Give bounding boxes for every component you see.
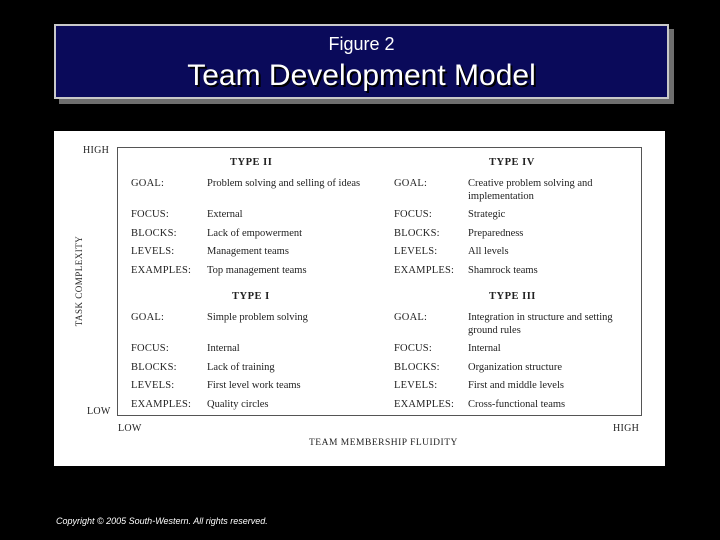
row-value: Top management teams: [207, 265, 307, 276]
row-key: LEVELS:: [394, 380, 438, 391]
row-value: Lack of training: [207, 362, 275, 373]
row-value: All levels: [468, 246, 509, 257]
row-key: BLOCKS:: [394, 362, 440, 373]
row-value: First and middle levels: [468, 380, 564, 391]
row-value: Quality circles: [207, 399, 269, 410]
y-axis-low-label: LOW: [87, 406, 111, 417]
figure-label: Figure 2: [328, 34, 395, 54]
row-value: Lack of empowerment: [207, 228, 303, 239]
row-value: Integration in structure and setting ground rules: [468, 312, 613, 336]
row-key: BLOCKS:: [131, 362, 177, 373]
x-axis-high-label: HIGH: [613, 423, 640, 434]
row-key: BLOCKS:: [131, 228, 177, 239]
row-key: FOCUS:: [394, 343, 432, 354]
row-key: LEVELS:: [131, 380, 175, 391]
title-banner: [54, 24, 669, 99]
row-value: Creative problem solving and implementation: [468, 178, 593, 202]
row-key: GOAL:: [131, 178, 165, 189]
copyright-notice: Copyright © 2005 South-Western. All rights reserved.: [56, 516, 268, 526]
row-value: Management teams: [207, 246, 289, 257]
quadrant-title: TYPE II: [230, 157, 273, 168]
row-key: EXAMPLES:: [394, 399, 455, 410]
y-axis-high-label: HIGH: [83, 145, 110, 156]
row-key: BLOCKS:: [394, 228, 440, 239]
row-value: Internal: [468, 343, 501, 354]
row-value: Problem solving and selling of ideas: [207, 178, 361, 189]
row-key: FOCUS:: [131, 343, 169, 354]
row-key: GOAL:: [394, 178, 428, 189]
row-key: FOCUS:: [394, 209, 432, 220]
slide-title: Team Development Model: [187, 59, 536, 92]
row-value: First level work teams: [207, 380, 301, 391]
row-key: LEVELS:: [394, 246, 438, 257]
row-value: Strategic: [468, 209, 506, 220]
x-axis-title: TEAM MEMBERSHIP FLUIDITY: [309, 438, 458, 448]
row-key: EXAMPLES:: [131, 399, 192, 410]
x-axis-low-label: LOW: [118, 423, 142, 434]
quadrant-title: TYPE IV: [489, 157, 535, 168]
row-value: Shamrock teams: [468, 265, 538, 276]
row-key: GOAL:: [131, 312, 165, 323]
team-development-diagram: [54, 131, 665, 466]
row-key: LEVELS:: [131, 246, 175, 257]
row-key: FOCUS:: [131, 209, 169, 220]
row-key: EXAMPLES:: [394, 265, 455, 276]
row-value: Organization structure: [468, 362, 562, 373]
quadrant-title: TYPE I: [232, 291, 270, 302]
row-key: GOAL:: [394, 312, 428, 323]
row-value: External: [207, 209, 243, 220]
row-value: Cross-functional teams: [468, 399, 566, 410]
row-key: EXAMPLES:: [131, 265, 192, 276]
row-value: Preparedness: [468, 228, 524, 239]
y-axis-title: TASK COMPLEXITY: [74, 235, 84, 327]
row-value: Simple problem solving: [207, 312, 308, 323]
row-value: Internal: [207, 343, 240, 354]
quadrant-title: TYPE III: [489, 291, 536, 302]
